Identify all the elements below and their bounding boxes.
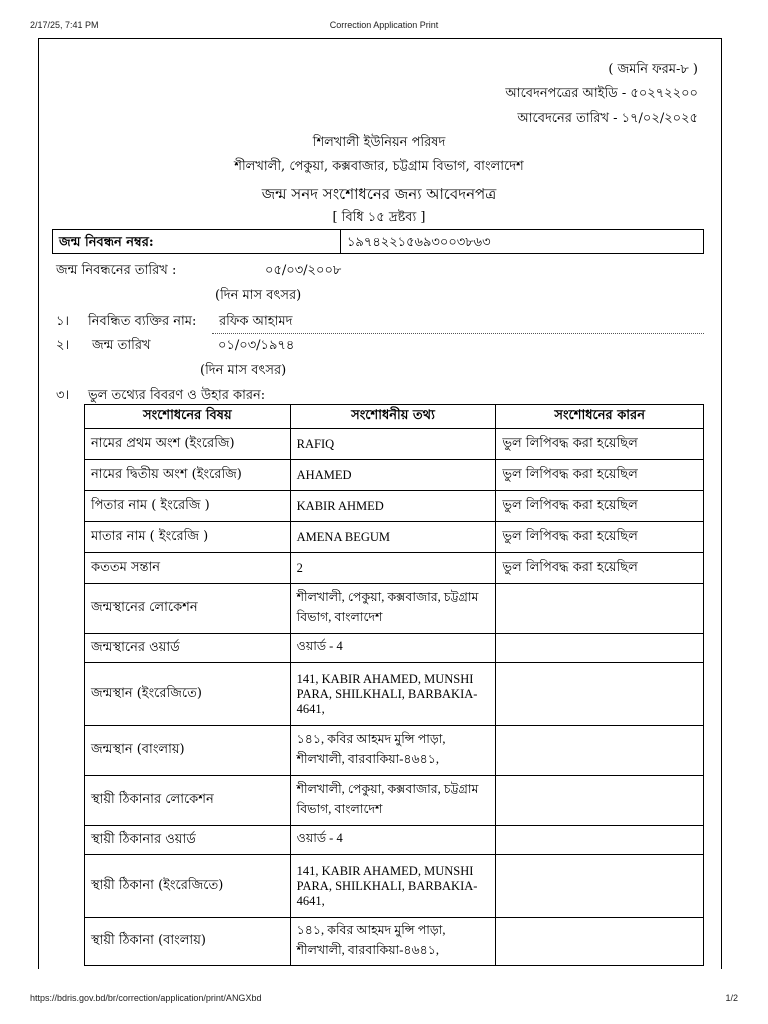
reason-cell — [496, 918, 704, 966]
column-header-subject: সংশোধনের বিষয় — [85, 405, 291, 429]
subject-cell: কততম সন্তান — [85, 553, 291, 584]
application-date: আবেদনের তারিখ - ১৭/০২/২০২৫ — [517, 111, 698, 126]
item-2-number: ২। — [56, 338, 70, 353]
page-url: https://bdris.gov.bd/br/correction/application/print/ANGXbd — [30, 993, 262, 1003]
corrected-info-cell: ওয়ার্ড - 4 — [290, 826, 496, 855]
table-row — [85, 553, 704, 584]
item-3-number: ৩। — [56, 388, 70, 403]
reason-cell: ভুল লিপিবদ্ধ করা হয়েছিল — [496, 460, 704, 491]
corrected-info-cell: ওয়ার্ড - 4 — [290, 634, 496, 663]
birth-date-label: জন্ম তারিখ — [92, 338, 151, 353]
registered-person-name-label: নিবন্ধিত ব্যক্তির নাম: — [88, 314, 197, 329]
corrected-info-cell: 141, KABIR AHAMED, MUNSHI PARA, SHILKHALI, BARBAKIA-4641, — [290, 855, 496, 918]
corrected-info-cell: 2 — [290, 553, 496, 584]
reason-cell — [496, 855, 704, 918]
correction-table-header-row — [85, 405, 704, 429]
corrected-info-cell: শীলখালী, পেকুয়া, কক্সবাজার, চট্টগ্রাম বিভাগ, বাংলাদেশ — [290, 776, 496, 826]
subject-cell: জন্মস্থানের লোকেশন — [85, 584, 291, 634]
birth-date-format: (দিন মাস বৎসর) — [200, 363, 287, 378]
subject-cell: স্থায়ী ঠিকানা (ইংরেজিতে) — [85, 855, 291, 918]
table-row — [85, 826, 704, 855]
print-title: Correction Application Print — [329, 20, 439, 30]
table-row — [85, 855, 704, 918]
subject-cell: স্থায়ী ঠিকানা (বাংলায়) — [85, 918, 291, 966]
reason-cell: ভুল লিপিবদ্ধ করা হয়েছিল — [496, 553, 704, 584]
corrected-info-cell: AMENA BEGUM — [290, 522, 496, 553]
corrected-info-cell: AHAMED — [290, 460, 496, 491]
registration-number-value: ১৯৭৪২২১৫৬৯৩০০৩৮৬৩ — [347, 235, 491, 250]
registration-date-label: জন্ম নিবন্ধনের তারিখ : — [56, 263, 177, 278]
union-name: শিলখালী ইউনিয়ন পরিষদ — [312, 135, 446, 150]
corrected-info-cell: শীলখালী, পেকুয়া, কক্সবাজার, চট্টগ্রাম বিভাগ, বাংলাদেশ — [290, 584, 496, 634]
reason-cell: ভুল লিপিবদ্ধ করা হয়েছিল — [496, 429, 704, 460]
table-row — [85, 584, 704, 634]
reason-cell — [496, 663, 704, 726]
print-datetime: 2/17/25, 7:41 PM — [30, 20, 99, 30]
registered-person-name-line — [212, 312, 704, 334]
subject-cell: পিতার নাম ( ইংরেজি ) — [85, 491, 291, 522]
union-address: শীলখালী, পেকুয়া, কক্সবাজার, চট্টগ্রাম বিভাগ, বাংলাদেশ — [234, 159, 524, 174]
rule-reference: [ বিধি ১৫ দ্রষ্টব্য ] — [332, 210, 426, 225]
corrected-info-cell: ১৪১, কবির আহমদ মুন্সি পাড়া, শীলখালী, বারবাকিয়া-৪৬৪১, — [290, 918, 496, 966]
reason-cell — [496, 776, 704, 826]
subject-cell: জন্মস্থান (বাংলায়) — [85, 726, 291, 776]
reason-cell — [496, 726, 704, 776]
table-row — [85, 726, 704, 776]
page-number: 1/2 — [725, 993, 738, 1003]
corrected-info-cell: ১৪১, কবির আহমদ মুন্সি পাড়া, শীলখালী, বারবাকিয়া-৪৬৪১, — [290, 726, 496, 776]
table-row — [85, 634, 704, 663]
subject-cell: স্থায়ী ঠিকানার লোকেশন — [85, 776, 291, 826]
reason-cell — [496, 634, 704, 663]
table-row — [85, 491, 704, 522]
registration-date-format: (দিন মাস বৎসর) — [215, 288, 302, 303]
corrected-info-cell: 141, KABIR AHAMED, MUNSHI PARA, SHILKHALI, BARBAKIA-4641, — [290, 663, 496, 726]
table-row — [85, 460, 704, 491]
reason-cell: ভুল লিপিবদ্ধ করা হয়েছিল — [496, 491, 704, 522]
table-row — [85, 776, 704, 826]
corrected-info-cell: RAFIQ — [290, 429, 496, 460]
corrected-info-cell: KABIR AHMED — [290, 491, 496, 522]
table-row — [85, 429, 704, 460]
subject-cell: জন্মস্থান (ইংরেজিতে) — [85, 663, 291, 726]
table-row — [85, 522, 704, 553]
registration-number-box — [52, 229, 704, 254]
correction-table — [84, 404, 704, 966]
column-header-corrected-info: সংশোধনীয় তথ্য — [290, 405, 496, 429]
subject-cell: মাতার নাম ( ইংরেজি ) — [85, 522, 291, 553]
registered-person-name-value: রফিক আহামদ — [219, 314, 293, 329]
registration-date-value: ০৫/০৩/২০০৮ — [265, 263, 342, 278]
registration-number-label: জন্ম নিবন্ধন নম্বর: — [53, 230, 341, 253]
column-header-reason: সংশোধনের কারন — [496, 405, 704, 429]
form-heading: জন্ম সনদ সংশোধনের জন্য আবেদনপত্র — [261, 185, 497, 203]
subject-cell: নামের দ্বিতীয় অংশ (ইংরেজি) — [85, 460, 291, 491]
form-number: ( জমনি ফরম-৮ ) — [608, 62, 698, 77]
reason-cell — [496, 584, 704, 634]
subject-cell: নামের প্রথম অংশ (ইংরেজি) — [85, 429, 291, 460]
reason-cell: ভুল লিপিবদ্ধ করা হয়েছিল — [496, 522, 704, 553]
table-row — [85, 663, 704, 726]
table-row — [85, 918, 704, 966]
application-id: আবেদনপত্রের আইডি - ৫০২৭২২০০ — [505, 86, 698, 101]
reason-cell — [496, 826, 704, 855]
birth-date-value: ০১/০৩/১৯৭৪ — [218, 338, 295, 353]
incorrect-info-label: ভুল তথ্যের বিবরণ ও উহার কারন: — [88, 388, 266, 403]
subject-cell: জন্মস্থানের ওয়ার্ড — [85, 634, 291, 663]
item-1-number: ১। — [56, 314, 70, 329]
subject-cell: স্থায়ী ঠিকানার ওয়ার্ড — [85, 826, 291, 855]
